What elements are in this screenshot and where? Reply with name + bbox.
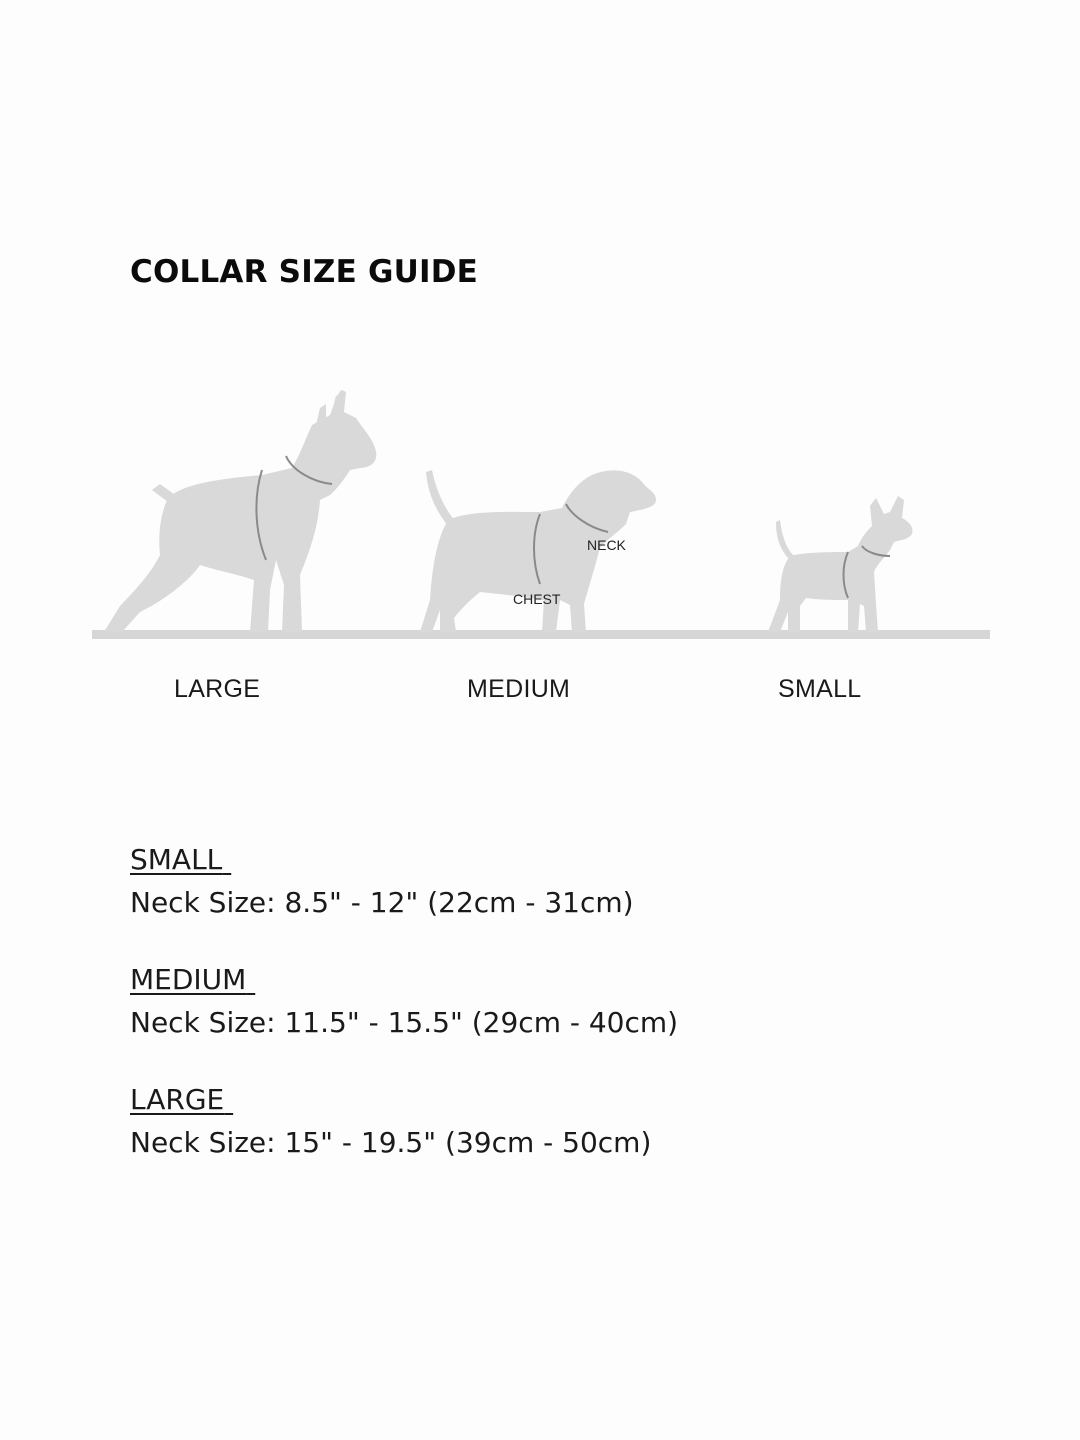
size-entry-small	[130, 840, 678, 926]
size-entry-spec: Neck Size: 15" - 19.5" (39cm - 50cm)	[130, 1126, 652, 1159]
size-entry-name: SMALL	[130, 843, 223, 876]
size-entry-large	[130, 1080, 678, 1166]
size-guide-list	[130, 840, 678, 1200]
dog-size-illustration	[0, 370, 1080, 670]
size-label-large: LARGE	[174, 675, 261, 703]
chest-annotation: CHEST	[513, 591, 561, 607]
size-entry-name: MEDIUM	[130, 963, 247, 996]
small-dog-silhouette	[768, 496, 913, 632]
large-dog-silhouette	[104, 390, 376, 632]
size-label-small: SMALL	[778, 675, 862, 703]
size-entry-spec: Neck Size: 8.5" - 12" (22cm - 31cm)	[130, 886, 634, 919]
size-label-medium: MEDIUM	[467, 675, 571, 703]
page-title: COLLAR SIZE GUIDE	[130, 254, 479, 290]
size-entry-name: LARGE	[130, 1083, 225, 1116]
size-entry-spec: Neck Size: 11.5" - 15.5" (29cm - 40cm)	[130, 1006, 679, 1039]
neck-annotation: NECK	[587, 537, 626, 553]
size-entry-medium	[130, 960, 678, 1046]
